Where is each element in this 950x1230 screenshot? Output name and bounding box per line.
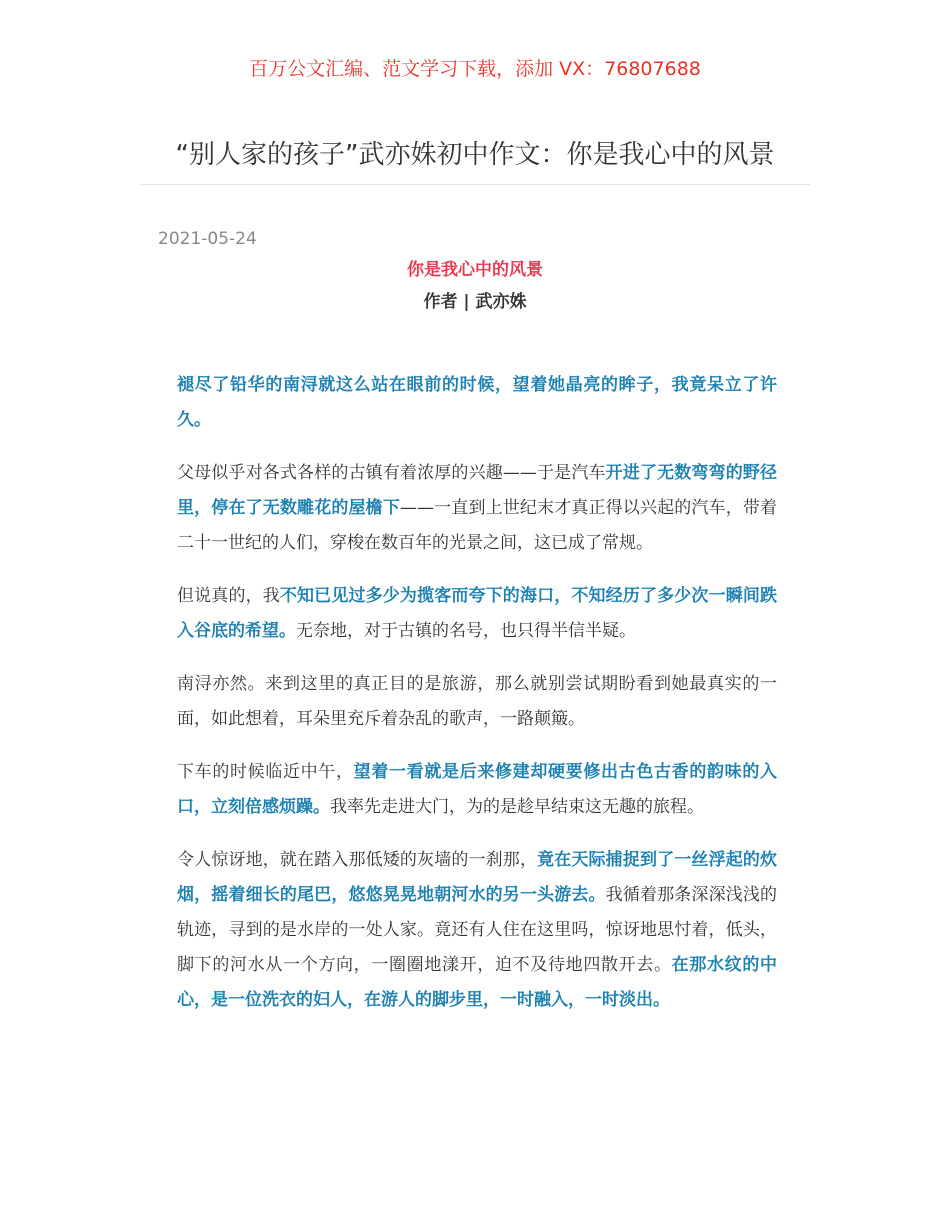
body-text: 令人惊讶地，就在踏入那低矮的灰墙的一刹那， <box>177 850 538 870</box>
highlighted-text: 望着一看就是后来修建却硬要修出古色古香的韵味的入口，立刻倍感烦躁。 <box>177 762 778 817</box>
body-text: 下车的时候临近中午， <box>177 762 354 782</box>
body-text: 但说真的，我 <box>177 586 280 606</box>
paragraph <box>177 368 777 438</box>
highlighted-text: 褪尽了铅华的南浔就这么站在眼前的时候，望着她晶亮的眸子，我竟呆立了许久。 <box>177 375 777 430</box>
article-body <box>177 368 777 1036</box>
title-divider <box>140 184 810 185</box>
body-text: 父母似乎对各式各样的古镇有着浓厚的兴趣——于是汽车 <box>177 463 606 483</box>
highlighted-text: 竟在天际捕捉到了一丝浮起的炊烟，摇着细长的尾巴，悠悠晃晃地朝河水的另一头游去。 <box>177 850 778 905</box>
highlighted-text: 在那水纹的中心，是一位洗衣的妇人，在游人的脚步里，一时融入，一时淡出。 <box>177 955 778 1010</box>
body-text: 南浔亦然。来到这里的真正目的是旅游，那么就别尝试期盼看到她最真实的一面，如此想着，耳朵里充斥着杂乱的歌声，一路颠簸。 <box>177 674 777 729</box>
paragraph <box>177 755 777 825</box>
download-banner: 百万公文汇编、范文学习下载，添加 VX：76807688 <box>249 58 701 80</box>
essay-subtitle: 你是我心中的风景 <box>407 260 543 280</box>
highlighted-text: 不知已见过多少为揽客而夸下的海口，不知经历了多少次一瞬间跌入谷底的希望。 <box>177 586 778 641</box>
paragraph <box>177 456 777 561</box>
author-line: 作者 | 武亦姝 <box>423 292 527 312</box>
paragraph <box>177 667 777 737</box>
article-title: “别人家的孩子”武亦姝初中作文：你是我心中的风景 <box>175 140 775 170</box>
highlighted-text: 开进了无数弯弯的野径里，停在了无数雕花的屋檐下 <box>177 463 778 518</box>
paragraph <box>177 579 777 649</box>
body-text: ——一直到上世纪末才真正得以兴起的汽车，带着二十一世纪的人们，穿梭在数百年的光景之间，这已成了常规。 <box>177 498 778 553</box>
body-text: 我率先走进大门，为的是趁早结束这无趣的旅程。 <box>330 797 704 817</box>
paragraph <box>177 843 777 1018</box>
body-text: 无奈地，对于古镇的名号，也只得半信半疑。 <box>296 621 636 641</box>
body-text: 我循着那条深深浅浅的轨迹，寻到的是水岸的一处人家。竟还有人住在这里吗，惊讶地思忖着，低头，脚下的河水从一个方向，一圈圈地漾开，迫不及待地四散开去。 <box>177 885 778 975</box>
publish-date: 2021-05-24 <box>158 229 257 249</box>
